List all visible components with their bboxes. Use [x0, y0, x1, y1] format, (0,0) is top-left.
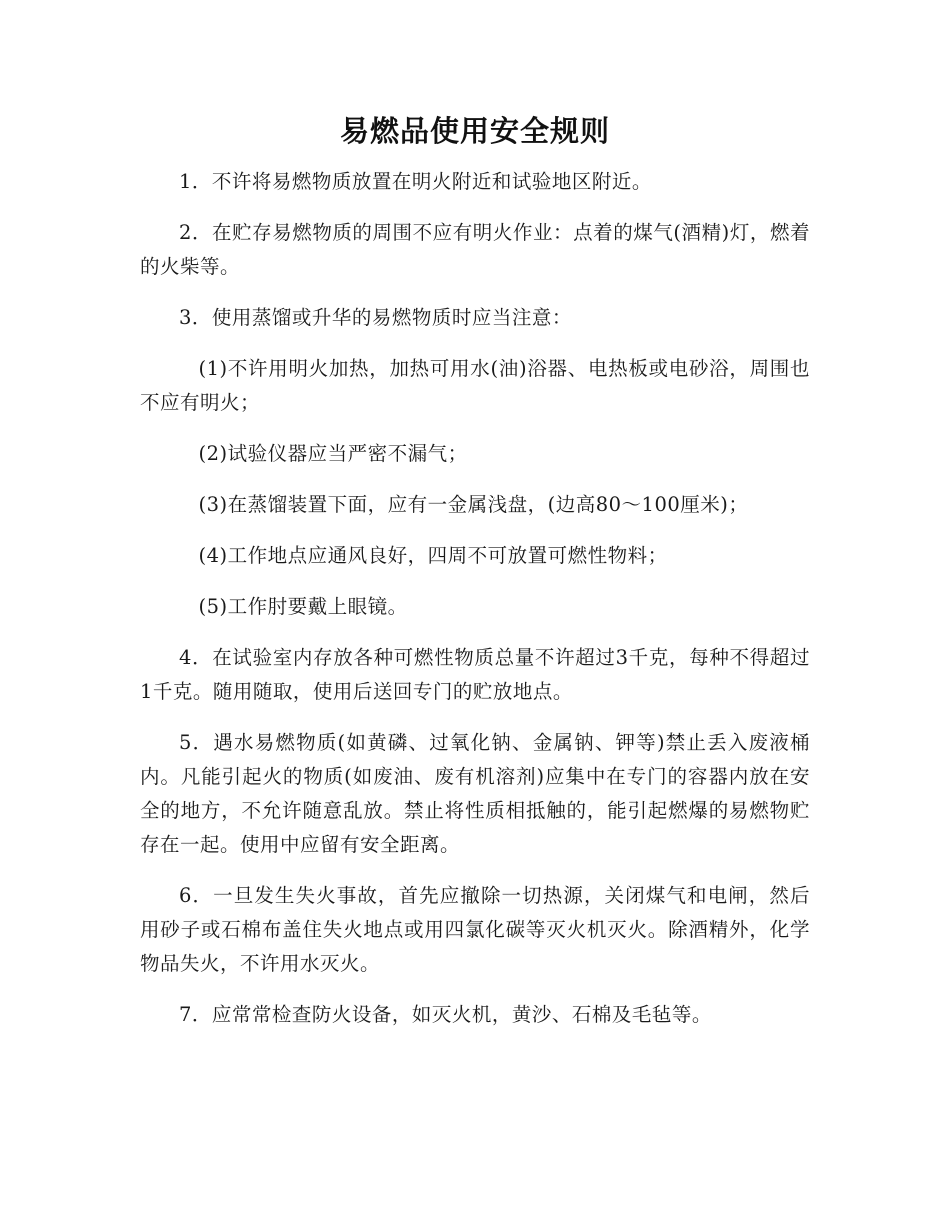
document-body [140, 165, 810, 1049]
rule-3-item-3: (3)在蒸馏装置下面，应有一金属浅盘，(边高80～100厘米)； [198, 493, 749, 516]
rule-3-item-5: (5)工作肘要戴上眼镜。 [198, 595, 408, 618]
rule-5: 5．遇水易燃物质(如黄磷、过氧化钠、金属钠、钾等)禁止丢入废液桶内。凡能引起火的物质(如废油、废有机溶剂)应集中在专门的容器内放在安全的地方，不允许随意乱放。禁止将性质相抵触的，能引起燃爆的易燃物贮存在一起。使用中应留有安全距离。 [140, 731, 810, 856]
rule-2: 2．在贮存易燃物质的周围不应有明火作业：点着的煤气(酒精)灯，燃着的火柴等。 [140, 221, 810, 278]
rule-3: 3．使用蒸馏或升华的易燃物质时应当注意： [179, 306, 572, 329]
rule-4: 4．在试验室内存放各种可燃性物质总量不许超过3千克，每种不得超过1千克。随用随取，使用后送回专门的贮放地点。 [140, 646, 810, 703]
rule-3-item-4: (4)工作地点应通风良好，四周不可放置可燃性物料； [198, 544, 668, 567]
document-title: 易燃品使用安全规则 [339, 114, 610, 148]
rule-3-item-2: (2)试验仪器应当严密不漏气； [198, 442, 468, 465]
rule-1: 1．不许将易燃物质放置在明火附近和试验地区附近。 [179, 170, 652, 193]
rule-6: 6．一旦发生失火事故，首先应撤除一切热源，关闭煤气和电闸，然后用砂子或石棉布盖住失火地点或用四氯化碳等灭火机灭火。除酒精外，化学物品失火，不许用水灭火。 [140, 884, 810, 975]
rule-3-item-1: (1)不许用明火加热，加热可用水(油)浴器、电热板或电砂浴，周围也不应有明火； [140, 357, 810, 414]
rule-7: 7．应常常检查防火设备，如灭火机，黄沙、石棉及毛毡等。 [179, 1003, 712, 1026]
